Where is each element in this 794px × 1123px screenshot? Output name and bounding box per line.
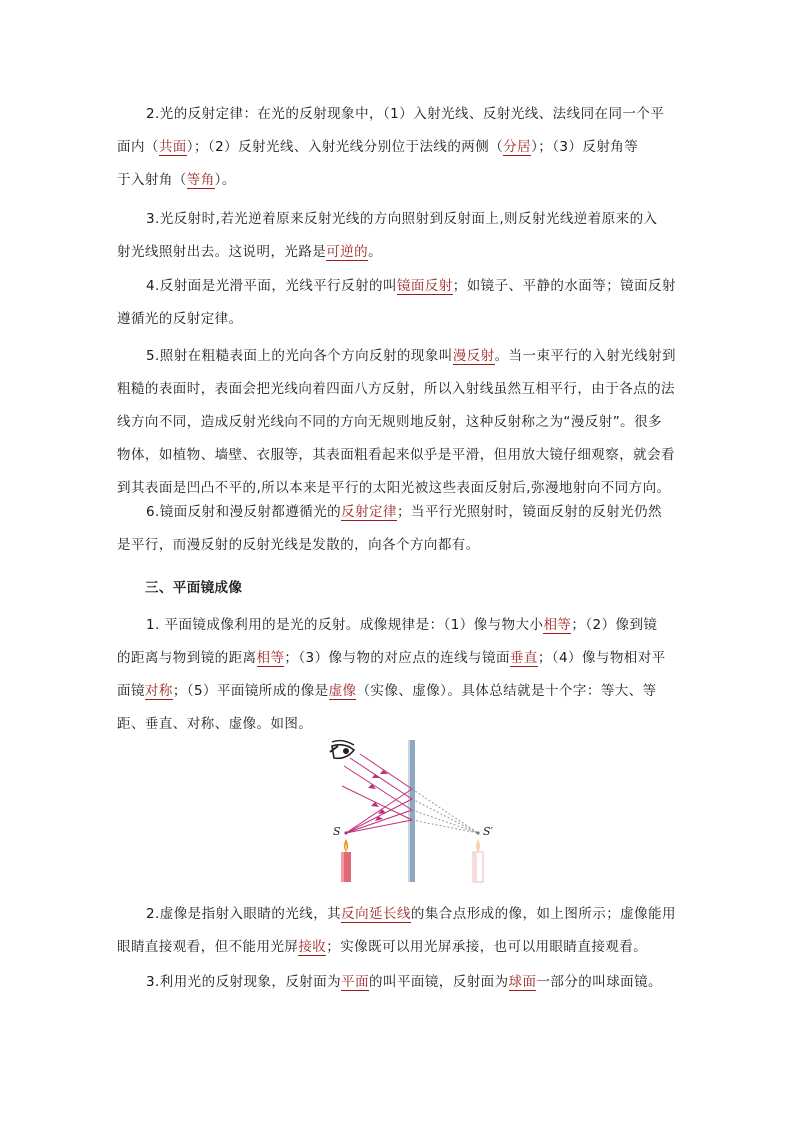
text-run: ；如镜子、平静的水面等；镜面反射: [452, 278, 676, 294]
answer-blank: 镜面反射: [396, 278, 453, 294]
answer-blank: 垂直: [509, 650, 538, 666]
paragraph-reflection-law: [117, 98, 677, 197]
plane-mirror-diagram: [320, 736, 510, 886]
answer-blank: 反向延长线: [341, 906, 411, 922]
answer-blank: 等角: [186, 172, 215, 188]
answer-blank: 相等: [543, 617, 572, 633]
text-run: 一部分的叫球面镜。: [536, 974, 663, 990]
answer-blank: 接收: [298, 939, 327, 955]
text-line: [117, 406, 677, 439]
text-line: [117, 340, 677, 373]
text-run: 遵循光的反射定律。: [117, 311, 243, 327]
text-run: ；（3）像与物的对应点的连线与镜面: [284, 650, 510, 666]
text-run: 。: [368, 244, 383, 260]
text-run: 射光线照射出去。这说明，光路是: [117, 244, 327, 260]
text-run: 。当一束平行的入射光线射到: [494, 348, 676, 364]
text-line: [117, 131, 677, 164]
text-run: ；实像既可以用光屏承接，也可以用眼睛直接观看。: [326, 939, 648, 955]
paragraph-reflection-comparison: [117, 496, 677, 562]
paragraph-virtual-image: [117, 898, 677, 964]
answer-blank: 分居: [503, 139, 532, 155]
text-run: 到其表面是凹凸不平的,所以本来是平行的太阳光被这些表面反射后,弥漫地射向不同方向。: [117, 480, 671, 496]
text-run: 的距离与物到镜的距离: [117, 650, 257, 666]
candle-object: [341, 839, 351, 882]
text-run: 3.光反射时,若光逆着原来反射光线的方向照射到反射面上,则反射光线逆着原来的入: [146, 211, 658, 227]
reflected-rays: [342, 754, 412, 820]
text-run: ；当平行光照射时，镜面反射的反射光仍然: [396, 504, 663, 520]
text-line: [117, 529, 677, 562]
candle-image: [473, 839, 483, 882]
paragraph-diffuse-reflection: [117, 340, 677, 505]
answer-blank: 平面: [341, 974, 370, 990]
answer-blank: 虚像: [328, 683, 357, 699]
text-run: 2.虚像是指射入眼睛的光线，其: [146, 906, 342, 922]
paragraph-reversibility: [117, 203, 677, 269]
incident-rays: [346, 789, 412, 833]
text-run: 的集合点形成的像，如上图所示；虚像能用: [410, 906, 676, 922]
text-line: [117, 898, 677, 931]
virtual-ray-extensions: [412, 789, 478, 833]
text-run: 的叫平面镜，反射面为: [369, 974, 509, 990]
paragraph-specular-reflection: [117, 270, 677, 336]
text-run: 于入射角（: [117, 172, 187, 188]
text-line: [117, 642, 677, 675]
text-line: [117, 609, 677, 642]
answer-blank: 球面: [508, 974, 537, 990]
text-run: ；（2）像到镜: [571, 617, 658, 633]
text-run: 距、垂直、对称、虚像。如图。: [117, 716, 313, 732]
text-line: [117, 966, 677, 999]
text-run: 粗糙的表面时，表面会把光线向着四面八方反射，所以入射线虽然互相平行，由于各点的法: [117, 381, 675, 397]
answer-blank: 共面: [158, 139, 187, 155]
text-line: [117, 270, 677, 303]
paragraph-mirror-types: [117, 966, 677, 999]
section-heading: 三、平面镜成像: [145, 580, 243, 596]
text-run: 6.镜面反射和漫反射都遵循光的: [146, 504, 342, 520]
text-run: 4.反射面是光滑平面，光线平行反射的叫: [146, 278, 397, 294]
text-line: [117, 98, 677, 131]
text-run: 面镜: [117, 683, 145, 699]
text-run: 5.照射在粗糙表面上的光向各个方向反射的现象叫: [146, 348, 453, 364]
text-run: 面内（: [117, 139, 159, 155]
eye-icon: [330, 741, 354, 759]
text-run: ）；（2）反射光线、入射光线分别位于法线的两侧（: [186, 139, 504, 155]
text-run: 物体，如植物、墙壁、衣服等，其表面粗看起来似乎是平滑，但用放大镜仔细观察，就会看: [117, 447, 675, 463]
text-run: 2.光的反射定律：在光的反射现象中，（1）入射光线、反射光线、法线同在同一个平: [146, 106, 665, 122]
text-line: [117, 303, 677, 336]
text-line: [117, 496, 677, 529]
text-line: [117, 164, 677, 197]
paragraph-plane-mirror-rules: [117, 609, 677, 741]
text-run: 是平行，而漫反射的反射光线是发散的，向各个方向都有。: [117, 537, 480, 553]
text-line: [117, 236, 677, 269]
answer-blank: 对称: [144, 683, 173, 699]
image-point: [476, 831, 479, 834]
mirror: [410, 740, 415, 882]
text-line: [117, 373, 677, 406]
answer-blank: 可逆的: [326, 244, 369, 260]
image-label: S′: [483, 825, 494, 838]
text-run: （实像、虚像）。具体总结就是十个字：等大、等: [356, 683, 657, 699]
answer-blank: 相等: [256, 650, 285, 666]
text-run: ；（4）像与物相对平: [537, 650, 666, 666]
text-run: 线方向不同，造成反射光线向不同的方向无规则地反射，这种反射称之为“漫反射”。很多: [117, 414, 662, 430]
text-line: [117, 675, 677, 708]
object-point: [344, 831, 347, 834]
text-run: ）。: [214, 172, 236, 188]
text-run: 眼睛直接观看，但不能用光屏: [117, 939, 299, 955]
object-label: S: [333, 825, 341, 838]
text-line: [117, 439, 677, 472]
text-run: 3.利用光的反射现象，反射面为: [146, 974, 342, 990]
answer-blank: 漫反射: [452, 348, 495, 364]
text-run: ；（5）平面镜所成的像是: [172, 683, 329, 699]
text-line: [117, 203, 677, 236]
text-line: [117, 931, 677, 964]
text-run: ）；（3）反射角等: [531, 139, 639, 155]
answer-blank: 反射定律: [341, 504, 397, 520]
text-run: 1. 平面镜成像利用的是光的反射。成像规律是：（1）像与物大小: [146, 617, 544, 633]
